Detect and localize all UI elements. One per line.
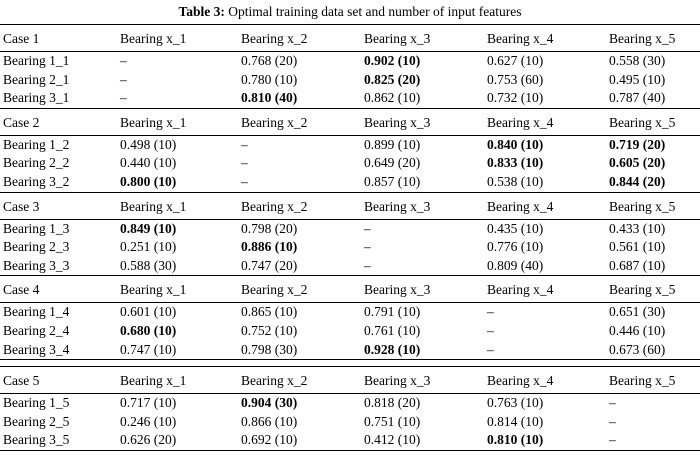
table-header-row — [0, 367, 700, 394]
case-label: Case 2 — [3, 114, 40, 130]
column-header: Bearing x_4 — [487, 31, 554, 46]
column-header: Bearing x_1 — [120, 373, 187, 389]
value-cell: 0.800 (10) — [120, 173, 177, 189]
value-cell: 0.798 (20) — [241, 220, 298, 236]
value-cell: – — [364, 257, 371, 273]
table-row — [0, 173, 700, 192]
value-cell: 0.601 (10) — [120, 304, 177, 320]
value-cell: 0.412 (10) — [364, 432, 421, 448]
value-cell: 0.752 (10) — [241, 322, 298, 338]
column-header: Bearing x_1 — [120, 31, 187, 46]
value-cell: 0.717 (10) — [120, 395, 177, 411]
column-header: Bearing x_4 — [487, 282, 554, 298]
value-cell: 0.588 (30) — [120, 257, 177, 273]
table-header-row — [0, 193, 700, 220]
table-header-row — [0, 109, 700, 136]
table-section — [0, 275, 700, 360]
value-cell: 0.495 (10) — [609, 71, 666, 87]
table-row — [0, 322, 700, 341]
table-section — [0, 192, 700, 276]
value-cell: 0.246 (10) — [120, 413, 177, 429]
value-cell: – — [364, 239, 371, 255]
column-header: Bearing x_5 — [609, 31, 676, 46]
column-header: Bearing x_3 — [364, 198, 431, 214]
table — [0, 24, 700, 451]
value-cell: 0.761 (10) — [364, 322, 421, 338]
value-cell: 0.692 (10) — [241, 432, 298, 448]
value-cell: 0.435 (10) — [487, 220, 544, 236]
value-cell: 0.787 (40) — [609, 90, 666, 106]
value-cell: 0.732 (10) — [487, 90, 544, 106]
value-cell: 0.857 (10) — [364, 173, 421, 189]
column-header: Bearing x_2 — [241, 282, 308, 298]
column-header: Bearing x_3 — [364, 282, 431, 298]
row-label: Bearing 3_4 — [3, 341, 70, 357]
value-cell: – — [241, 155, 248, 171]
value-cell: 0.780 (10) — [241, 71, 298, 87]
column-header: Bearing x_3 — [364, 31, 431, 46]
value-cell: 0.649 (20) — [364, 155, 421, 171]
value-cell: 0.747 (20) — [241, 257, 298, 273]
column-header: Bearing x_4 — [487, 373, 554, 389]
value-cell: 0.862 (10) — [364, 90, 421, 106]
value-cell: 0.680 (10) — [120, 322, 177, 338]
row-label: Bearing 3_1 — [3, 90, 70, 106]
column-header: Bearing x_2 — [241, 31, 308, 46]
value-cell: 0.904 (30) — [241, 395, 298, 411]
table-caption — [0, 0, 700, 24]
row-label: Bearing 3_5 — [3, 432, 70, 448]
table-row — [0, 394, 700, 413]
table-row — [0, 257, 700, 276]
table-section — [0, 108, 700, 192]
value-cell: 0.751 (10) — [364, 413, 421, 429]
row-label: Bearing 2_5 — [3, 413, 70, 429]
value-cell: – — [120, 90, 127, 106]
row-label: Bearing 2_4 — [3, 322, 70, 338]
value-cell: 0.440 (10) — [120, 155, 177, 171]
column-header: Bearing x_5 — [609, 282, 676, 298]
value-cell: – — [364, 220, 371, 236]
table-header-row — [0, 276, 700, 303]
value-cell: 0.809 (40) — [487, 257, 544, 273]
column-header: Bearing x_5 — [609, 198, 676, 214]
value-cell: 0.626 (20) — [120, 432, 177, 448]
value-cell: 0.844 (20) — [609, 173, 666, 189]
value-cell: 0.687 (10) — [609, 257, 666, 273]
table-row — [0, 154, 700, 173]
value-cell: 0.446 (10) — [609, 322, 666, 338]
column-header: Bearing x_5 — [609, 373, 676, 389]
column-header: Bearing x_1 — [120, 198, 187, 214]
table-row — [0, 71, 700, 90]
row-label: Bearing 1_2 — [3, 136, 70, 152]
value-cell: 0.605 (20) — [609, 155, 666, 171]
row-label: Bearing 2_1 — [3, 71, 70, 87]
value-cell: 0.498 (10) — [120, 136, 177, 152]
value-cell: 0.825 (20) — [364, 71, 421, 87]
value-cell: 0.791 (10) — [364, 304, 421, 320]
case-label: Case 3 — [3, 198, 40, 214]
table-row — [0, 136, 700, 155]
row-label: Bearing 1_3 — [3, 220, 70, 236]
table-row — [0, 341, 700, 360]
value-cell: – — [487, 322, 494, 338]
column-header: Bearing x_2 — [241, 198, 308, 214]
value-cell: 0.627 (10) — [487, 53, 544, 68]
column-header: Bearing x_2 — [241, 114, 308, 130]
value-cell: 0.810 (40) — [241, 90, 298, 106]
value-cell: 0.753 (60) — [487, 71, 544, 87]
value-cell: 0.818 (20) — [364, 395, 421, 411]
value-cell: 0.561 (10) — [609, 239, 666, 255]
table-row — [0, 413, 700, 432]
column-header: Bearing x_2 — [241, 373, 308, 389]
value-cell: – — [487, 304, 494, 320]
value-cell: 0.833 (10) — [487, 155, 544, 171]
value-cell: 0.849 (10) — [120, 220, 177, 236]
row-label: Bearing 3_3 — [3, 257, 70, 273]
value-cell: 0.814 (10) — [487, 413, 544, 429]
table-row — [0, 238, 700, 257]
value-cell: 0.928 (10) — [364, 341, 421, 357]
table-row — [0, 52, 700, 71]
value-cell: – — [609, 413, 616, 429]
value-cell: – — [241, 136, 248, 152]
value-cell: 0.899 (10) — [364, 136, 421, 152]
column-header: Bearing x_4 — [487, 114, 554, 130]
value-cell: – — [120, 53, 127, 68]
table-row — [0, 89, 700, 108]
row-label: Bearing 2_2 — [3, 155, 70, 171]
column-header: Bearing x_5 — [609, 114, 676, 130]
value-cell: – — [120, 71, 127, 87]
case-label: Case 4 — [3, 282, 40, 298]
value-cell: 0.902 (10) — [364, 53, 421, 68]
value-cell: 0.840 (10) — [487, 136, 544, 152]
value-cell: 0.866 (10) — [241, 413, 298, 429]
value-cell: 0.719 (20) — [609, 136, 666, 152]
value-cell: 0.538 (10) — [487, 173, 544, 189]
value-cell: 0.558 (30) — [609, 53, 666, 68]
value-cell: – — [609, 432, 616, 448]
table-section — [0, 366, 700, 450]
table-caption-text: Optimal training data set and number of input features — [224, 4, 522, 19]
value-cell: 0.776 (10) — [487, 239, 544, 255]
row-label: Bearing 1_1 — [3, 53, 70, 68]
table-row — [0, 431, 700, 450]
value-cell: 0.763 (10) — [487, 395, 544, 411]
value-cell: – — [241, 173, 248, 189]
row-label: Bearing 3_2 — [3, 173, 70, 189]
column-header: Bearing x_3 — [364, 373, 431, 389]
case-label: Case 1 — [3, 31, 40, 46]
column-header: Bearing x_1 — [120, 114, 187, 130]
case-label: Case 5 — [3, 373, 40, 389]
row-label: Bearing 1_4 — [3, 304, 70, 320]
value-cell: 0.433 (10) — [609, 220, 666, 236]
value-cell: 0.865 (10) — [241, 304, 298, 320]
row-label: Bearing 2_3 — [3, 239, 70, 255]
table-row — [0, 220, 700, 239]
value-cell: 0.251 (10) — [120, 239, 177, 255]
value-cell: 0.747 (10) — [120, 341, 177, 357]
value-cell: 0.810 (10) — [487, 432, 544, 448]
value-cell: 0.673 (60) — [609, 341, 666, 357]
value-cell: 0.651 (30) — [609, 304, 666, 320]
column-header: Bearing x_1 — [120, 282, 187, 298]
table-header-row — [0, 25, 700, 52]
row-label: Bearing 1_5 — [3, 395, 70, 411]
table-label: Table 3: — [178, 4, 225, 19]
value-cell: 0.886 (10) — [241, 239, 298, 255]
value-cell: 0.798 (30) — [241, 341, 298, 357]
value-cell: – — [609, 395, 616, 411]
table-section — [0, 25, 700, 108]
value-cell: – — [487, 341, 494, 357]
table-row — [0, 303, 700, 322]
column-header: Bearing x_3 — [364, 114, 431, 130]
value-cell: 0.768 (20) — [241, 53, 298, 68]
column-header: Bearing x_4 — [487, 198, 554, 214]
